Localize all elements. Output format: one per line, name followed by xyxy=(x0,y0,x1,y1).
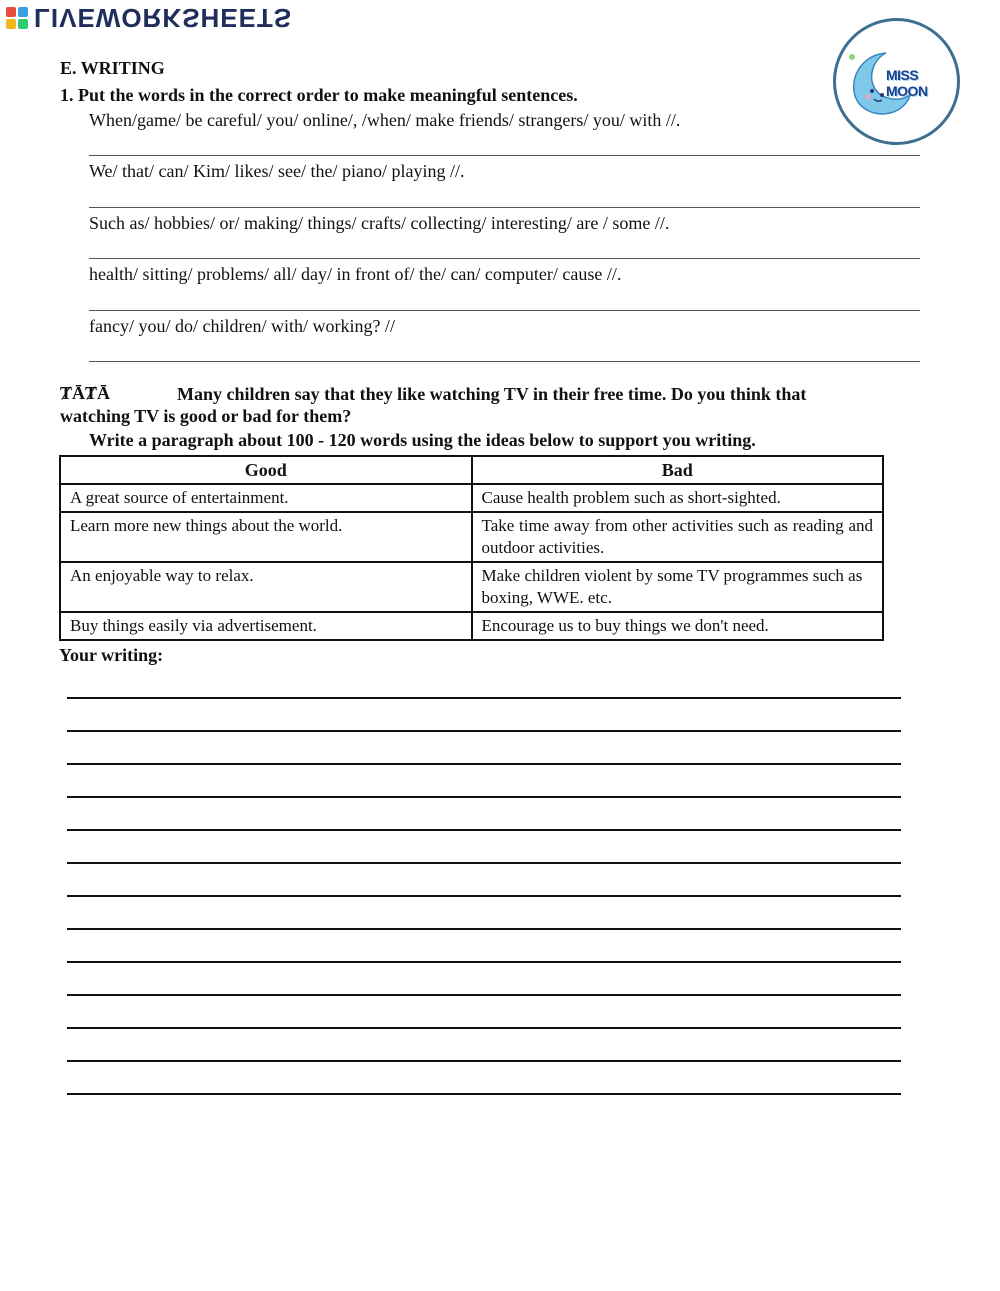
writing-line[interactable] xyxy=(67,763,901,765)
miss-moon-badge xyxy=(833,18,960,145)
question-2-marker: ȾĀȾĀ xyxy=(60,383,111,403)
prompt-5: fancy/ you/ do/ children/ with/ working? // xyxy=(89,316,395,336)
writing-line[interactable] xyxy=(67,697,901,699)
bad-cell: Make children violent by some TV programmes such as boxing, WWE. etc. xyxy=(472,562,884,612)
table-row xyxy=(60,562,883,612)
writing-line[interactable] xyxy=(67,862,901,864)
answer-line-2[interactable] xyxy=(89,207,920,208)
writing-line[interactable] xyxy=(67,994,901,996)
prompt-4: health/ sitting/ problems/ all/ day/ in front of/ the/ can/ computer/ cause //. xyxy=(89,264,622,284)
column-header-bad: Bad xyxy=(472,456,884,484)
writing-line[interactable] xyxy=(67,1027,901,1029)
good-cell: Buy things easily via advertisement. xyxy=(60,612,472,640)
writing-line[interactable] xyxy=(67,928,901,930)
prompt-3: Such as/ hobbies/ or/ making/ things/ crafts/ collecting/ interesting/ are / some //. xyxy=(89,213,670,233)
answer-line-5[interactable] xyxy=(89,361,920,362)
bad-cell: Cause health problem such as short-sighted. xyxy=(472,484,884,512)
writing-line[interactable] xyxy=(67,796,901,798)
prompt-2: We/ that/ can/ Kim/ likes/ see/ the/ piano/ playing //. xyxy=(89,161,465,181)
table-row xyxy=(60,484,883,512)
your-writing-label: Your writing: xyxy=(59,645,164,665)
badge-label: MISS MOON xyxy=(886,67,928,99)
bad-cell: Take time away from other activities such as reading and outdoor activities. xyxy=(472,512,884,562)
table-row xyxy=(60,512,883,562)
bad-cell: Encourage us to buy things we don't need. xyxy=(472,612,884,640)
brand-name: LIVEWORKSHEETS xyxy=(34,3,293,33)
writing-line[interactable] xyxy=(67,961,901,963)
good-cell: Learn more new things about the world. xyxy=(60,512,472,562)
good-cell: An enjoyable way to relax. xyxy=(60,562,472,612)
question-2-instruction: Write a paragraph about 100 - 120 words using the ideas below to support you writing. xyxy=(89,430,756,450)
writing-line[interactable] xyxy=(67,895,901,897)
writing-line[interactable] xyxy=(67,1060,901,1062)
writing-line[interactable] xyxy=(67,1093,901,1095)
answer-line-4[interactable] xyxy=(89,310,920,311)
liveworksheets-logo xyxy=(6,4,292,32)
section-title: E. WRITING xyxy=(60,58,165,78)
good-cell: A great source of entertainment. xyxy=(60,484,472,512)
writing-line[interactable] xyxy=(67,829,901,831)
table-row xyxy=(60,612,883,640)
answer-line-3[interactable] xyxy=(89,258,920,259)
logo-blocks-icon xyxy=(6,7,28,29)
prompt-1: When/game/ be careful/ you/ online/, /when/ make friends/ strangers/ you/ with //. xyxy=(89,110,681,130)
answer-line-1[interactable] xyxy=(89,155,920,156)
column-header-good: Good xyxy=(60,456,472,484)
writing-line[interactable] xyxy=(67,730,901,732)
ideas-table xyxy=(59,455,884,641)
exercise-1-instruction: 1. Put the words in the correct order to make meaningful sentences. xyxy=(60,85,578,105)
question-2-text: Many children say that they like watching TV in their free time. Do you think that watching TV is good or bad for them? xyxy=(60,384,807,426)
